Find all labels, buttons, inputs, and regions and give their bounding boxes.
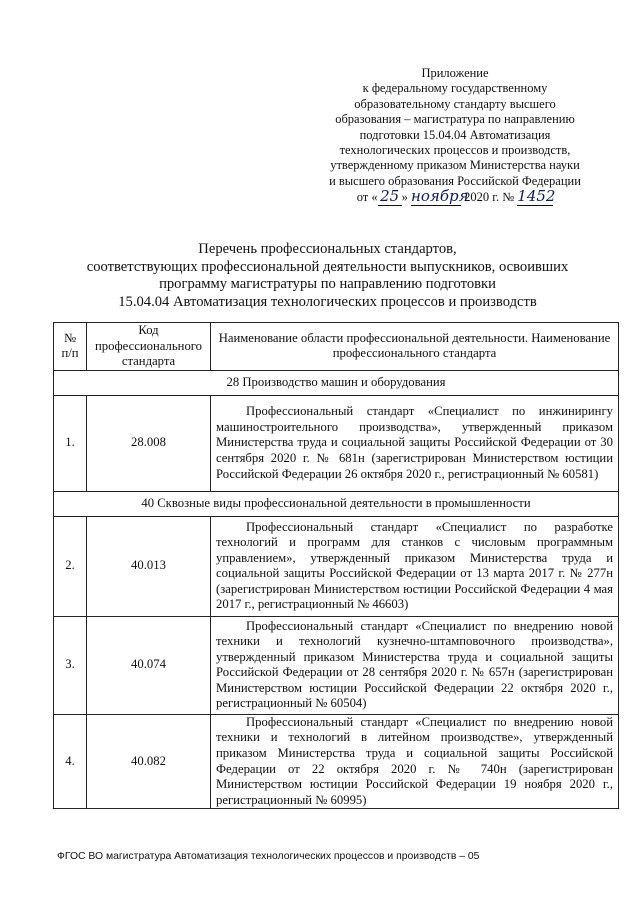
date-mid: » [401, 190, 408, 205]
standards-table [53, 322, 619, 809]
appendix-line: и высшего образования Российской Федерации [329, 173, 581, 188]
row-text: Профессиональный стандарт «Специалист по разработке технологий и программ для станков с числовым программным управлением», утвержденный приказом Министерства труда и социальной защиты Российской Федерации от 13 марта 2017 г. № 277н (зарегистрирован Министерством юстиции Российской Федерации 4 мая 2017 г., регистрационный № 46603) [211, 516, 619, 616]
heading-line: программу магистратуры по направлению подготовки [159, 276, 496, 293]
appendix-line: подготовки 15.04.04 Автоматизация [359, 127, 551, 142]
table-row [54, 714, 619, 809]
document-heading [40, 241, 615, 311]
row-code: 40.082 [87, 714, 211, 809]
handwritten-day: 25 [378, 189, 402, 205]
date-year: 2020 г. № [464, 190, 515, 205]
header-name: Наименование области профессиональной деятельности. Наименование профессионального стандарта [211, 323, 619, 371]
header-num: № п/п [54, 323, 87, 371]
row-code: 40.013 [87, 516, 211, 616]
table-row [54, 395, 619, 491]
appendix-line: утвержденному приказом Министерства науки [330, 158, 580, 173]
appendix-title: Приложение [421, 66, 489, 80]
date-prefix: от « [356, 190, 378, 205]
appendix-block [300, 66, 610, 206]
heading-line: соответствующих профессиональной деятельности выпускников, освоивших [86, 258, 569, 275]
row-code: 28.008 [87, 395, 211, 491]
heading-line: Перечень профессиональных стандартов, [198, 241, 457, 257]
row-text: Профессиональный стандарт «Специалист по внедрению новой техники и технологий в литейном производстве», утвержденный приказом Министерства труда и социальной защиты Российской Федерации от 22 октября 2020 г. № 740н (зарегистрирован Министерством юстиции Российской Федерации 19 ноября 2020 г., регистрационный № 60995) [211, 714, 619, 809]
order-date-line [300, 189, 610, 205]
appendix-line: технологических процессов и производств, [339, 143, 571, 158]
table-row [54, 516, 619, 616]
section-title: 40 Сквозные виды профессиональной деятельности в промышленности [54, 491, 619, 516]
section-row [54, 491, 619, 516]
heading-line: 15.04.04 Автоматизация технологических процессов и производств [118, 293, 537, 310]
appendix-line: образования – магистратура по направлению [335, 112, 575, 127]
handwritten-order-number: 1452 [517, 187, 556, 206]
table-header-row [54, 323, 619, 371]
row-code: 40.074 [87, 616, 211, 714]
appendix-line: образовательному стандарту высшего [354, 96, 556, 111]
row-num: 3. [54, 616, 87, 714]
handwritten-month: ноября [411, 187, 469, 206]
section-title: 28 Производство машин и оборудования [54, 370, 619, 395]
page-footer: ФГОС ВО магистратура Автоматизация технологических процессов и производств – 05 [57, 851, 480, 862]
header-code: Код профессионального стандарта [87, 323, 211, 371]
row-text: Профессиональный стандарт «Специалист по внедрению новой техники и технологий кузнечно-штамповочного производства», утвержденный приказом Министерства труда и социальной защиты Российской Федерации от 28 сентября 2020 г. № 657н (зарегистрирован Министерством юстиции Российской Федерации 22 октября 2020 г., регистрационный № 60504) [211, 616, 619, 714]
table-row [54, 616, 619, 714]
row-num: 1. [54, 395, 87, 491]
row-text: Профессиональный стандарт «Специалист по инжинирингу машиностроительного производства», утвержденный приказом Министерства труда и социальной защиты Российской Федерации от 30 сентября 2020 г. № 681н (зарегистрирован Министерством юстиции Российской Федерации 26 октября 2020 г., регистрационный № 60581) [211, 395, 619, 491]
row-num: 2. [54, 516, 87, 616]
row-num: 4. [54, 714, 87, 809]
appendix-line: к федеральному государственному [362, 81, 548, 96]
section-row [54, 370, 619, 395]
